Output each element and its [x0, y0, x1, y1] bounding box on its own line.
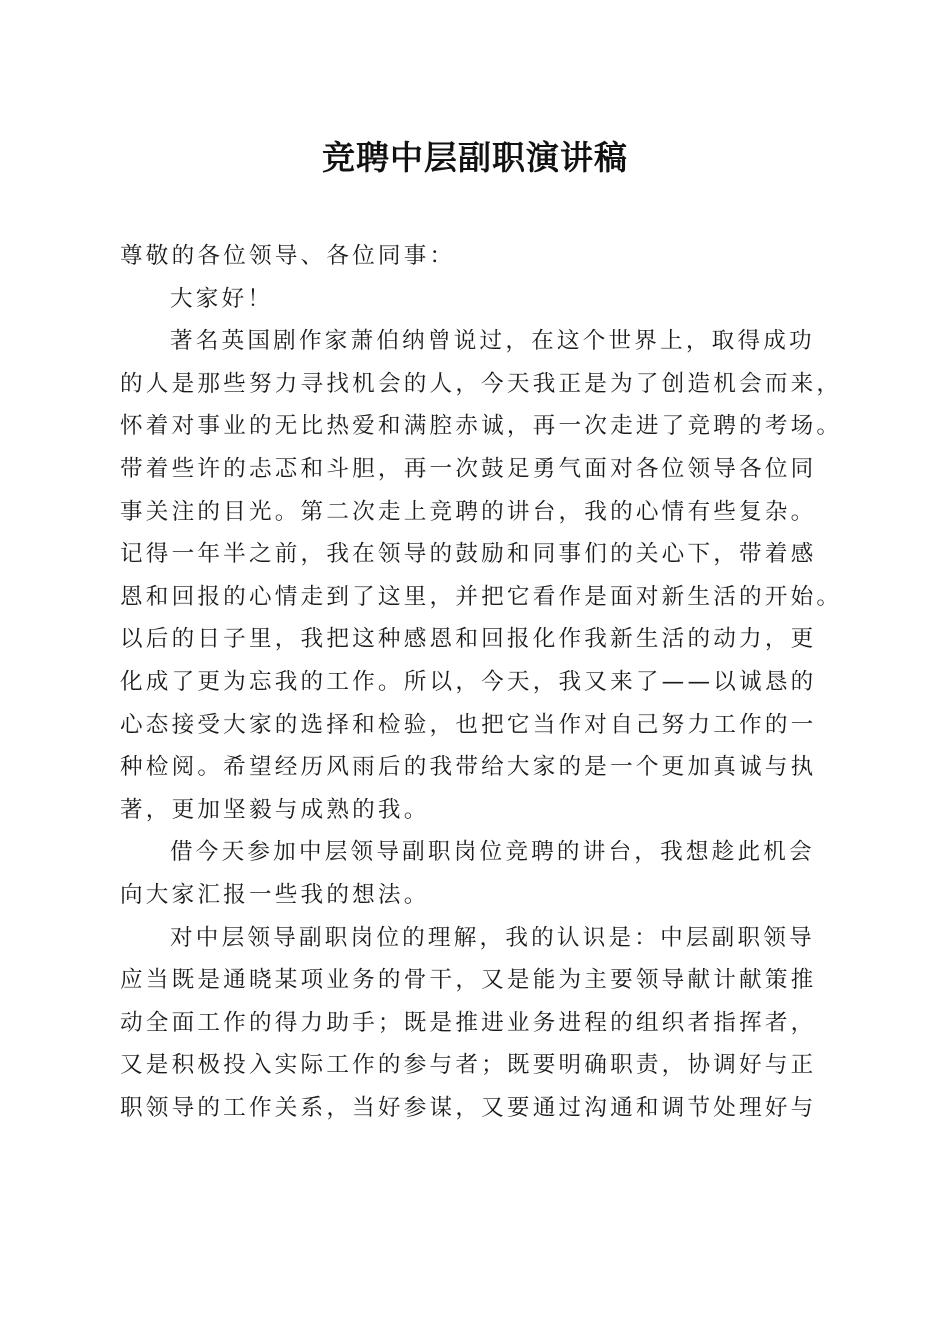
text-line: 著，更加坚毅与成熟的我。 [120, 796, 430, 823]
text-line: 又是积极投入实际工作的参与者；既要明确职责，协调好与正 [120, 1052, 817, 1079]
text-line: 记得一年半之前，我在领导的鼓励和同事们的关心下，带着感 [120, 541, 817, 568]
text-line: 心态接受大家的选择和检验，也把它当作对自己努力工作的一 [120, 711, 817, 738]
text-line: 事关注的目光。第二次走上竞聘的讲台，我的心情有些复杂。 [120, 498, 817, 525]
text-line: 向大家汇报一些我的想法。 [120, 881, 430, 908]
page-title: 竞聘中层副职演讲稿 [322, 138, 628, 177]
text-line: 怀着对事业的无比热爱和满腔赤诚，再一次走进了竞聘的考场。 [120, 413, 843, 440]
text-line: 著名英国剧作家萧伯纳曾说过，在这个世界上，取得成功 [170, 328, 815, 355]
text-line: 以后的日子里，我把这种感恩和回报化作我新生活的动力，更 [120, 626, 817, 653]
salutation: 尊敬的各位领导、各位同事： [120, 243, 456, 269]
text-line: 应当既是通晓某项业务的骨干，又是能为主要领导献计献策推 [120, 967, 817, 994]
text-line: 职领导的工作关系，当好参谋，又要通过沟通和调节处理好与 [120, 1094, 817, 1121]
greeting: 大家好！ [170, 285, 274, 312]
text-line: 对中层领导副职岗位的理解，我的认识是：中层副职领导 [170, 924, 815, 951]
text-line: 借今天参加中层领导副职岗位竞聘的讲台，我想趁此机会 [170, 839, 815, 866]
text-line: 化成了更为忘我的工作。所以，今天，我又来了——以诚恳的 [120, 668, 817, 695]
text-line: 的人是那些努力寻找机会的人，今天我正是为了创造机会而来， [120, 370, 843, 397]
text-line: 种检阅。希望经历风雨后的我带给大家的是一个更加真诚与执 [120, 754, 817, 781]
text-line: 动全面工作的得力助手；既是推进业务进程的组织者指挥者， [120, 1009, 817, 1036]
text-line: 带着些许的忐忑和斗胆，再一次鼓足勇气面对各位领导各位同 [120, 455, 817, 482]
speech-text [120, 320, 843, 1129]
document-body [120, 235, 843, 1129]
text-line: 恩和回报的心情走到了这里，并把它看作是面对新生活的开始。 [120, 583, 843, 610]
